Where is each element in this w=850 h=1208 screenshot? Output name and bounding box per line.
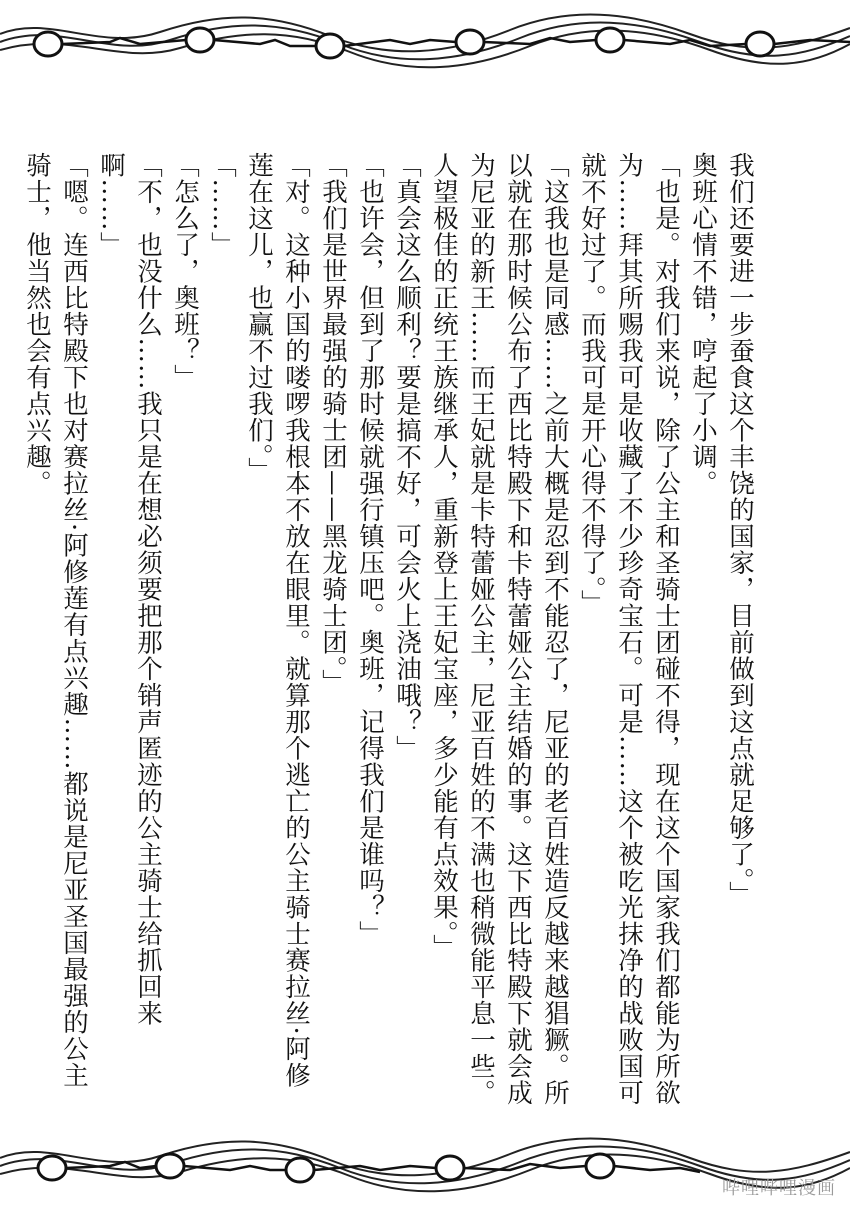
paragraph: 「真会这么顺利？要是搞不好，可会火上浇油哦？」 — [392, 152, 422, 762]
paragraph: 「……」 — [207, 152, 237, 258]
paragraph: 「怎么了，奥班？」 — [170, 152, 200, 391]
paragraph: 「不，也没什么……我只是在想必须要把那个销声匿迹的公主骑士给抓回来啊……」 — [96, 152, 163, 1027]
paragraph: 「嗯。连西比特殿下也对赛拉丝·阿修莲有点兴趣……都说是尼亚圣国最强的公主骑士，他当然也会有点兴趣。 — [22, 152, 89, 1089]
paragraph: 「我们是世界最强的骑士团——黑龙骑士团。」 — [318, 152, 348, 696]
chain-border-top — [0, 0, 850, 80]
paragraph: 「也许会，但到了那时候就强行镇压吧。奥班，记得我们是谁吗？」 — [355, 152, 385, 947]
watermark-logo: 哔哩哔哩漫画 — [722, 1178, 836, 1199]
paragraph: 「这我也是同感……之前大概是忍到不能忍了，尼亚的老百姓造反越来越猖獗。所以就在那时候公布了西比特殿下和卡特蕾娅公主结婚的事。这下西比特殿下就会成为尼亚的新王……而王妃就是卡特蕾娅公主，尼亚百姓的不满也稍微能平息一些。人望极佳的正统王族继承人，重新登上王妃宝座，多少能有点效果。」 — [429, 152, 570, 1106]
paragraph: 「也是。对我们来说，除了公主和圣骑士团碰不得，现在这个国家我们都能为所欲为……拜其所赐我可是收藏了不少珍奇宝石。可是……这个被吃光抹净的战败国可就不好过了。而我可是开心得不得了。」 — [577, 152, 681, 1106]
novel-text — [18, 152, 758, 1112]
paragraph: 「对。这种小国的喽啰我根本不放在眼里。就算那个逃亡的公主骑士赛拉丝·阿修莲在这儿，也赢不过我们。」 — [244, 152, 311, 1089]
paragraph: 奥班心情不错，哼起了小调。 — [688, 152, 718, 497]
paragraph: 我们还要进一步蚕食这个丰饶的国家，目前做到这点就足够了。」 — [725, 152, 755, 908]
